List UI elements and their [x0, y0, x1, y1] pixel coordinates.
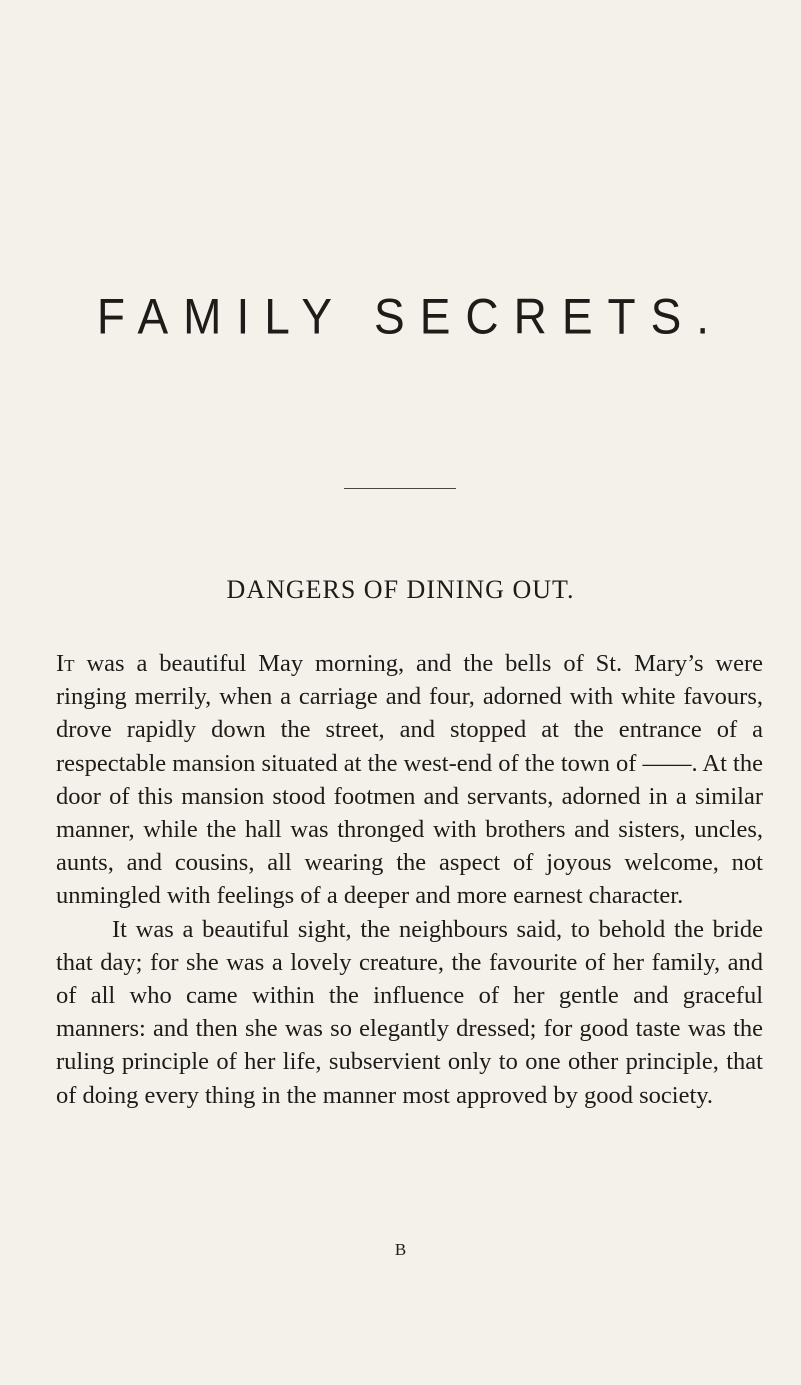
- paragraph-1: [56, 647, 763, 913]
- signature-mark: B: [394, 1240, 407, 1259]
- paragraph-1-text: was a beautiful May morning, and the bells of St. Mary’s were ringing merrily, when a carriage and four, adorned with white favours, drove rapidly down the street, and stopped at the entrance of a respectable mansion situated at the west-end of the town of ——. At the door of this mansion stood footmen and servants, adorned in a similar manner, while the hall was thronged with brothers and sisters, uncles, aunts, and cousins, all wearing the aspect of joyous welcome, not unmingled with feelings of a deeper and more earnest character.: [56, 650, 763, 910]
- body-text: [56, 647, 763, 1112]
- paragraph-1-first-word: It: [56, 650, 75, 677]
- chapter-title: DANGERS OF DINING OUT.: [226, 575, 575, 604]
- book-title: FAMILY SECRETS.: [96, 287, 725, 345]
- title-divider-rule: [344, 488, 456, 489]
- paragraph-2: It was a beautiful sight, the neighbours said, to behold the bride that day; for she was a lovely creature, the favourite of her family, and of all who came within the influence of her gentle and graceful manners: and then she was so elegantly dressed; for good taste was the ruling principle of her life, subservient only to one other principle, that of doing every thing in the manner most approved by good society.: [56, 915, 763, 1109]
